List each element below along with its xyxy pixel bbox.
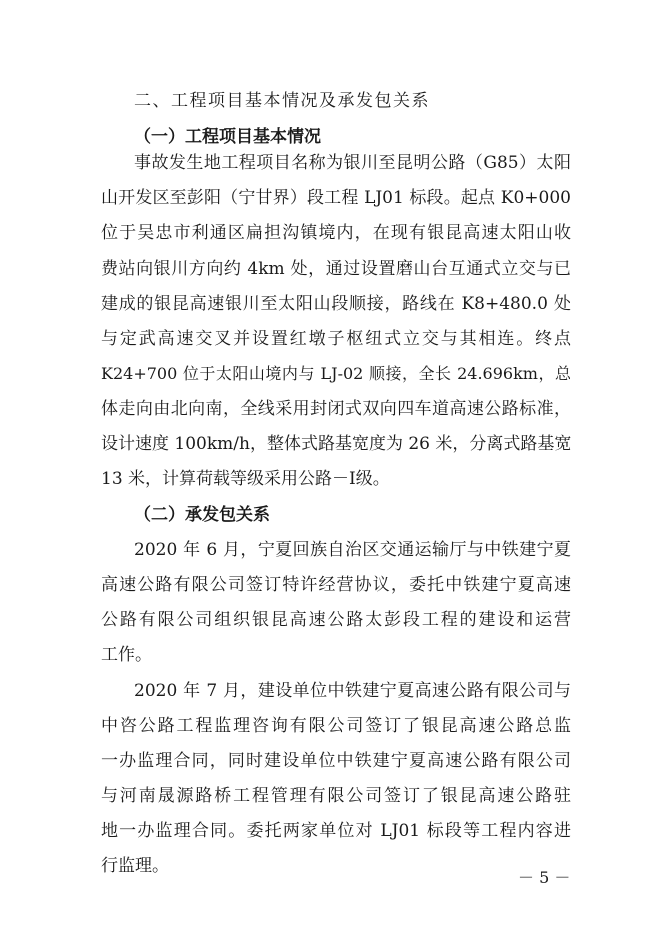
- paragraph-line: 与河南晟源路桥工程管理有限公司签订了银昆高速公路驻: [101, 786, 571, 806]
- paragraph-line: 体走向由北向南，全线采用封闭式双向四车道高速公路标准，: [101, 399, 571, 419]
- paragraph-line: 建成的银昆高速银川至太阳山段顺接，路线在 K8+480.0 处: [101, 294, 571, 314]
- paragraph-line: 一办监理合同，同时建设单位中铁建宁夏高速公路有限公司: [101, 751, 571, 771]
- paragraph-line: 事故发生地工程项目名称为银川至昆明公路（G85）太阳: [134, 153, 571, 173]
- paragraph-line: 高速公路有限公司签订特许经营协议，委托中铁建宁夏高速: [101, 575, 571, 595]
- subsection-heading-contract-relations: （二）承发包关系: [134, 505, 270, 525]
- subsection-heading-basic-info: （一）工程项目基本情况: [134, 127, 321, 147]
- paragraph-line: K24+700 位于太阳山境内与 LJ-02 顺接，全长 24.696km，总: [101, 364, 571, 383]
- page-number: － 5 －: [518, 868, 571, 887]
- paragraph-line: 13 米，计算荷载等级采用公路－Ⅰ级。: [101, 469, 390, 489]
- section-title: 二、工程项目基本情况及承发包关系: [134, 91, 430, 111]
- paragraph-line: 与定武高速交叉并设置红墩子枢纽式立交与其相连。终点: [101, 329, 571, 349]
- paragraph-line: 2020 年 6 月，宁夏回族自治区交通运输厅与中铁建宁夏: [134, 540, 571, 560]
- paragraph-line: 中咨公路工程监理咨询有限公司签订了银昆高速公路总监: [101, 716, 571, 736]
- paragraph-line: 设计速度 100km/h，整体式路基宽度为 26 米，分离式路基宽: [101, 434, 572, 454]
- paragraph-line: 山开发区至彭阳（宁甘界）段工程 LJ01 标段。起点 K0+000: [101, 188, 571, 208]
- paragraph-line: 行监理。: [101, 856, 169, 876]
- paragraph-line: 2020 年 7 月，建设单位中铁建宁夏高速公路有限公司与: [134, 681, 571, 701]
- paragraph-line: 公路有限公司组织银昆高速公路太彭段工程的建设和运营: [101, 610, 571, 630]
- paragraph-line: 地一办监理合同。委托两家单位对 LJ01 标段等工程内容进: [101, 821, 571, 841]
- paragraph-line: 位于吴忠市利通区扁担沟镇境内，在现有银昆高速太阳山收: [101, 223, 571, 243]
- paragraph-line: 费站向银川方向约 4km 处，通过设置磨山台互通式立交与已: [101, 259, 571, 279]
- paragraph-line: 工作。: [101, 645, 152, 665]
